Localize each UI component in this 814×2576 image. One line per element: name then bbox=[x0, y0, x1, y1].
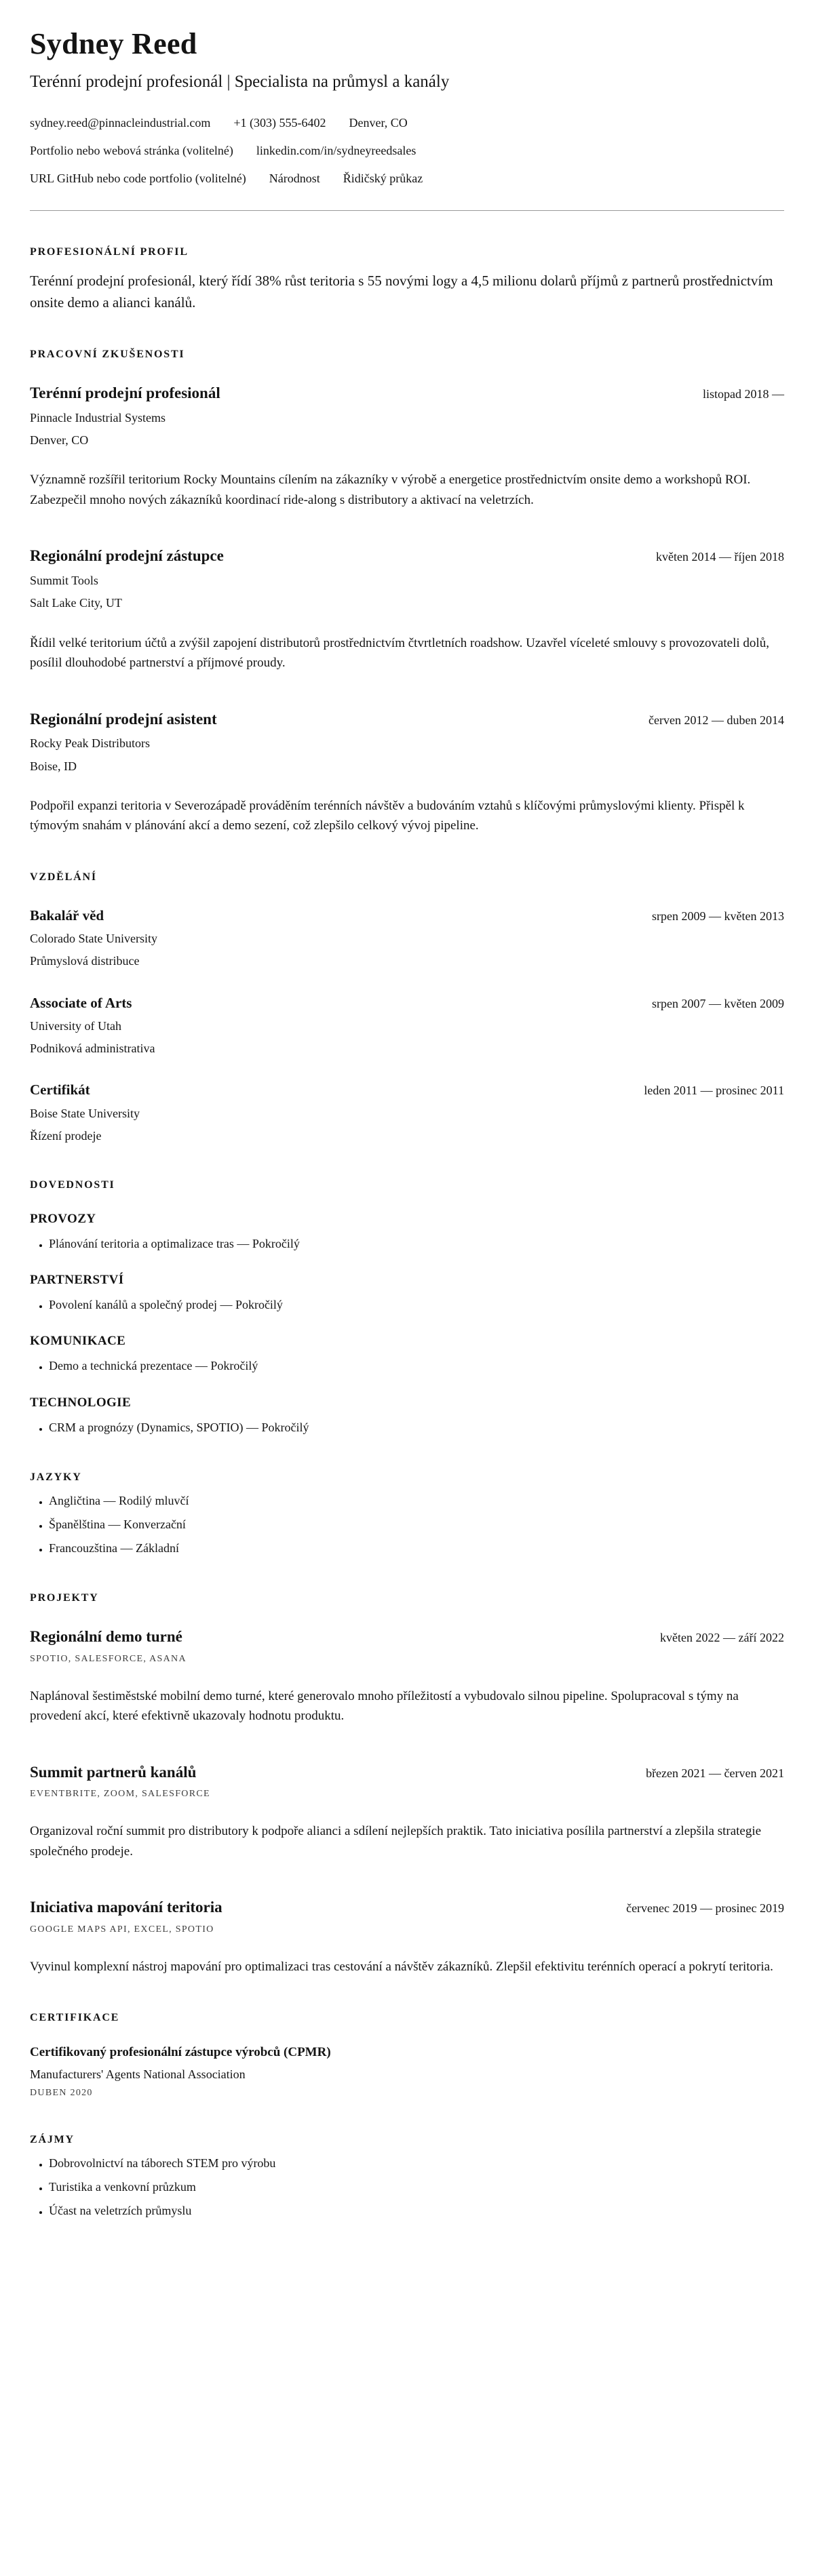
project-dates: květen 2022 — září 2022 bbox=[660, 1630, 784, 1644]
section-heading-education: VZDĚLÁNÍ bbox=[30, 871, 97, 883]
contact-row-3 bbox=[30, 165, 784, 193]
phone-text: +1 (303) 555-6402 bbox=[233, 116, 326, 130]
project-dates: březen 2021 — červen 2021 bbox=[646, 1766, 784, 1780]
job-location: Boise, ID bbox=[30, 759, 77, 773]
language-list bbox=[30, 1492, 784, 1557]
interest-item: • Turistika a venkovní průzkum bbox=[49, 2178, 784, 2196]
skill-list bbox=[30, 1235, 784, 1252]
skill-item: • Plánování teritoria a optimalizace tras — Pokročilý bbox=[49, 1235, 784, 1252]
language-item: • Angličtina — Rodilý mluvčí bbox=[49, 1492, 784, 1509]
interest-list bbox=[30, 2154, 784, 2219]
job-location: Salt Lake City, UT bbox=[30, 596, 122, 610]
project-entry bbox=[30, 1627, 784, 1726]
language-item: • Francouzština — Základní bbox=[49, 1539, 784, 1557]
section-heading-certifications: CERTIFIKACE bbox=[30, 2012, 120, 2024]
degree-title: Certifikát bbox=[30, 1082, 90, 1098]
skill-group-title: TECHNOLOGIE bbox=[30, 1395, 132, 1410]
portfolio-placeholder-text: Portfolio nebo webová stránka (volitelné) bbox=[30, 144, 233, 158]
experience-entry-head bbox=[30, 710, 784, 730]
education-entry-head bbox=[30, 994, 784, 1012]
github-placeholder-text: URL GitHub nebo code portfolio (volitelné) bbox=[30, 172, 246, 186]
job-dates: listopad 2018 — bbox=[703, 387, 784, 401]
education-dates: srpen 2009 — květen 2013 bbox=[652, 909, 784, 923]
section-heading-languages: JAZYKY bbox=[30, 1471, 82, 1483]
company-name: Rocky Peak Distributors bbox=[30, 736, 150, 751]
skill-list bbox=[30, 1357, 784, 1374]
project-title: Regionální demo turné bbox=[30, 1627, 182, 1645]
job-location: Denver, CO bbox=[30, 433, 89, 448]
experience-entry-head bbox=[30, 547, 784, 566]
project-entry-head bbox=[30, 1898, 784, 1918]
company-name: Pinnacle Industrial Systems bbox=[30, 410, 166, 424]
section-heading-skills: DOVEDNOSTI bbox=[30, 1179, 115, 1191]
profile-summary: Terénní prodejní profesionál, který řídí 38% růst teritoria s 55 novými logy a 4,5 milionu dolarů příjmů z partnerů prostřednictvím onsite demo a alianci kanálů. bbox=[30, 273, 773, 311]
section-languages bbox=[30, 1471, 784, 1557]
section-projects bbox=[30, 1592, 784, 1977]
education-entry bbox=[30, 994, 784, 1057]
project-entry bbox=[30, 1763, 784, 1862]
section-experience bbox=[30, 349, 784, 836]
field-of-study: Průmyslová distribuce bbox=[30, 954, 140, 968]
company-name: Summit Tools bbox=[30, 574, 98, 588]
experience-entry-head bbox=[30, 384, 784, 403]
skill-item: • Demo a technická prezentace — Pokročilý bbox=[49, 1357, 784, 1374]
degree-title: Associate of Arts bbox=[30, 994, 132, 1011]
project-entry-head bbox=[30, 1763, 784, 1783]
skill-list bbox=[30, 1296, 784, 1313]
section-interests bbox=[30, 2134, 784, 2219]
section-profile bbox=[30, 246, 784, 313]
job-description: Řídil velké teritorium účtů a zvýšil zapojení distributorů prostřednictvím čtvrtletních roadshow. Uzavřel víceleté smlouvy s provozovateli dolů, posílil dlouhodobé partnerství a příjmové proudy. bbox=[30, 635, 769, 671]
section-heading-profile: PROFESIONÁLNÍ PROFIL bbox=[30, 246, 189, 258]
job-title: Terénní prodejní profesionál bbox=[30, 384, 220, 402]
project-description: Naplánoval šestiměstské mobilní demo turné, které generovalo mnoho příležitostí a vybudovalo silnou pipeline. Spolupracoval s týmy na provedení akcí, které efektivně ukazovaly hodnotu produktu. bbox=[30, 1688, 739, 1724]
skill-group bbox=[30, 1273, 784, 1313]
school-name: University of Utah bbox=[30, 1018, 121, 1033]
skill-group bbox=[30, 1212, 784, 1252]
language-item: • Španělština — Konverzační bbox=[49, 1515, 784, 1533]
job-dates: květen 2014 — říjen 2018 bbox=[656, 550, 784, 564]
candidate-name: Sydney Reed bbox=[30, 27, 197, 60]
skill-group-title: PROVOZY bbox=[30, 1212, 96, 1227]
project-title: Summit partnerů kanálů bbox=[30, 1763, 197, 1781]
driving-license-label: Řidičský průkaz bbox=[343, 172, 423, 186]
certification-organization: Manufacturers' Agents National Association bbox=[30, 2067, 246, 2082]
section-heading-projects: PROJEKTY bbox=[30, 1591, 99, 1604]
skill-group-title: KOMUNIKACE bbox=[30, 1334, 126, 1349]
linkedin-text: linkedin.com/in/sydneyreedsales bbox=[256, 144, 416, 158]
education-dates: srpen 2007 — květen 2009 bbox=[652, 996, 784, 1010]
project-entry-head bbox=[30, 1627, 784, 1647]
contact-row-1 bbox=[30, 109, 784, 137]
skill-group-title: PARTNERSTVÍ bbox=[30, 1273, 124, 1288]
skill-item: • Povolení kanálů a společný prodej — Pokročilý bbox=[49, 1296, 784, 1313]
contact-block bbox=[30, 109, 784, 193]
project-description: Organizoval roční summit pro distributory k podpoře alianci a sdílení nejlepších praktik. Tato iniciativa posílila partnerství a zlepšila strategie společného prodeje. bbox=[30, 1824, 762, 1859]
email-text: sydney.reed@pinnacleindustrial.com bbox=[30, 116, 211, 130]
project-tools: EVENTBRITE, ZOOM, SALESFORCE bbox=[30, 1789, 210, 1800]
education-entry bbox=[30, 907, 784, 970]
education-entry-head bbox=[30, 1081, 784, 1098]
skill-list bbox=[30, 1419, 784, 1436]
project-title: Iniciativa mapování teritoria bbox=[30, 1899, 222, 1916]
section-certifications bbox=[30, 2012, 784, 2099]
contact-row-2 bbox=[30, 137, 784, 165]
experience-entry bbox=[30, 547, 784, 673]
experience-entry bbox=[30, 710, 784, 836]
interest-item: • Účast na veletrzích průmyslu bbox=[49, 2202, 784, 2219]
section-heading-experience: PRACOVNÍ ZKUŠENOSTI bbox=[30, 349, 185, 361]
header-divider bbox=[30, 210, 784, 211]
field-of-study: Podniková administrativa bbox=[30, 1042, 155, 1056]
headline: Terénní prodejní profesionál | Specialista na průmysl a kanály bbox=[30, 72, 450, 91]
education-entry-head bbox=[30, 907, 784, 924]
skill-item: • CRM a prognózy (Dynamics, SPOTIO) — Pokročilý bbox=[49, 1419, 784, 1436]
project-tools: SPOTIO, SALESFORCE, ASANA bbox=[30, 1653, 187, 1664]
certification-date: DUBEN 2020 bbox=[30, 2088, 93, 2099]
job-description: Významně rozšířil teritorium Rocky Mountains cílením na zákazníky v výrobě a energetice prostřednictvím onsite demo a workshopů ROI. Zabezpečil mnoho nových zákazníků koordinací ride-along s distributory a aktivací na veletrzích. bbox=[30, 473, 751, 507]
degree-title: Bakalář věd bbox=[30, 907, 104, 924]
section-heading-interests: ZÁJMY bbox=[30, 2134, 75, 2146]
education-entry bbox=[30, 1081, 784, 1144]
job-title: Regionální prodejní zástupce bbox=[30, 547, 224, 565]
experience-entry bbox=[30, 384, 784, 510]
field-of-study: Řízení prodeje bbox=[30, 1128, 102, 1143]
location-text: Denver, CO bbox=[349, 116, 408, 130]
skill-group bbox=[30, 1334, 784, 1374]
certification-title: Certifikovaný profesionální zástupce výrobců (CPMR) bbox=[30, 2045, 331, 2060]
job-dates: červen 2012 — duben 2014 bbox=[648, 713, 784, 727]
school-name: Colorado State University bbox=[30, 932, 157, 945]
nationality-label: Národnost bbox=[269, 172, 320, 186]
school-name: Boise State University bbox=[30, 1106, 140, 1120]
job-title: Regionální prodejní asistent bbox=[30, 710, 217, 728]
project-entry bbox=[30, 1898, 784, 1977]
skill-group bbox=[30, 1395, 784, 1436]
project-dates: červenec 2019 — prosinec 2019 bbox=[626, 1901, 784, 1916]
job-description: Podpořil expanzi teritoria v Severozápadě prováděním terénních návštěv a budováním vztahů s klíčovými průmyslovými klienty. Přispěl k týmovým snahám v plánování akcí a demo sezení, což zlepšilo celkový vývoj pipeline. bbox=[30, 798, 745, 833]
resume-header bbox=[30, 27, 784, 193]
interest-item: • Dobrovolnictví na táborech STEM pro výrobu bbox=[49, 2154, 784, 2172]
education-dates: leden 2011 — prosinec 2011 bbox=[644, 1084, 784, 1098]
certification-entry bbox=[30, 2044, 784, 2099]
project-description: Vyvinul komplexní nástroj mapování pro optimalizaci tras cestování a návštěv zákazníků. Zlepšil efektivitu terénních operací a pokrytí teritoria. bbox=[30, 1959, 773, 1974]
section-education bbox=[30, 871, 784, 1145]
project-tools: GOOGLE MAPS API, EXCEL, SPOTIO bbox=[30, 1924, 214, 1935]
section-skills bbox=[30, 1179, 784, 1435]
